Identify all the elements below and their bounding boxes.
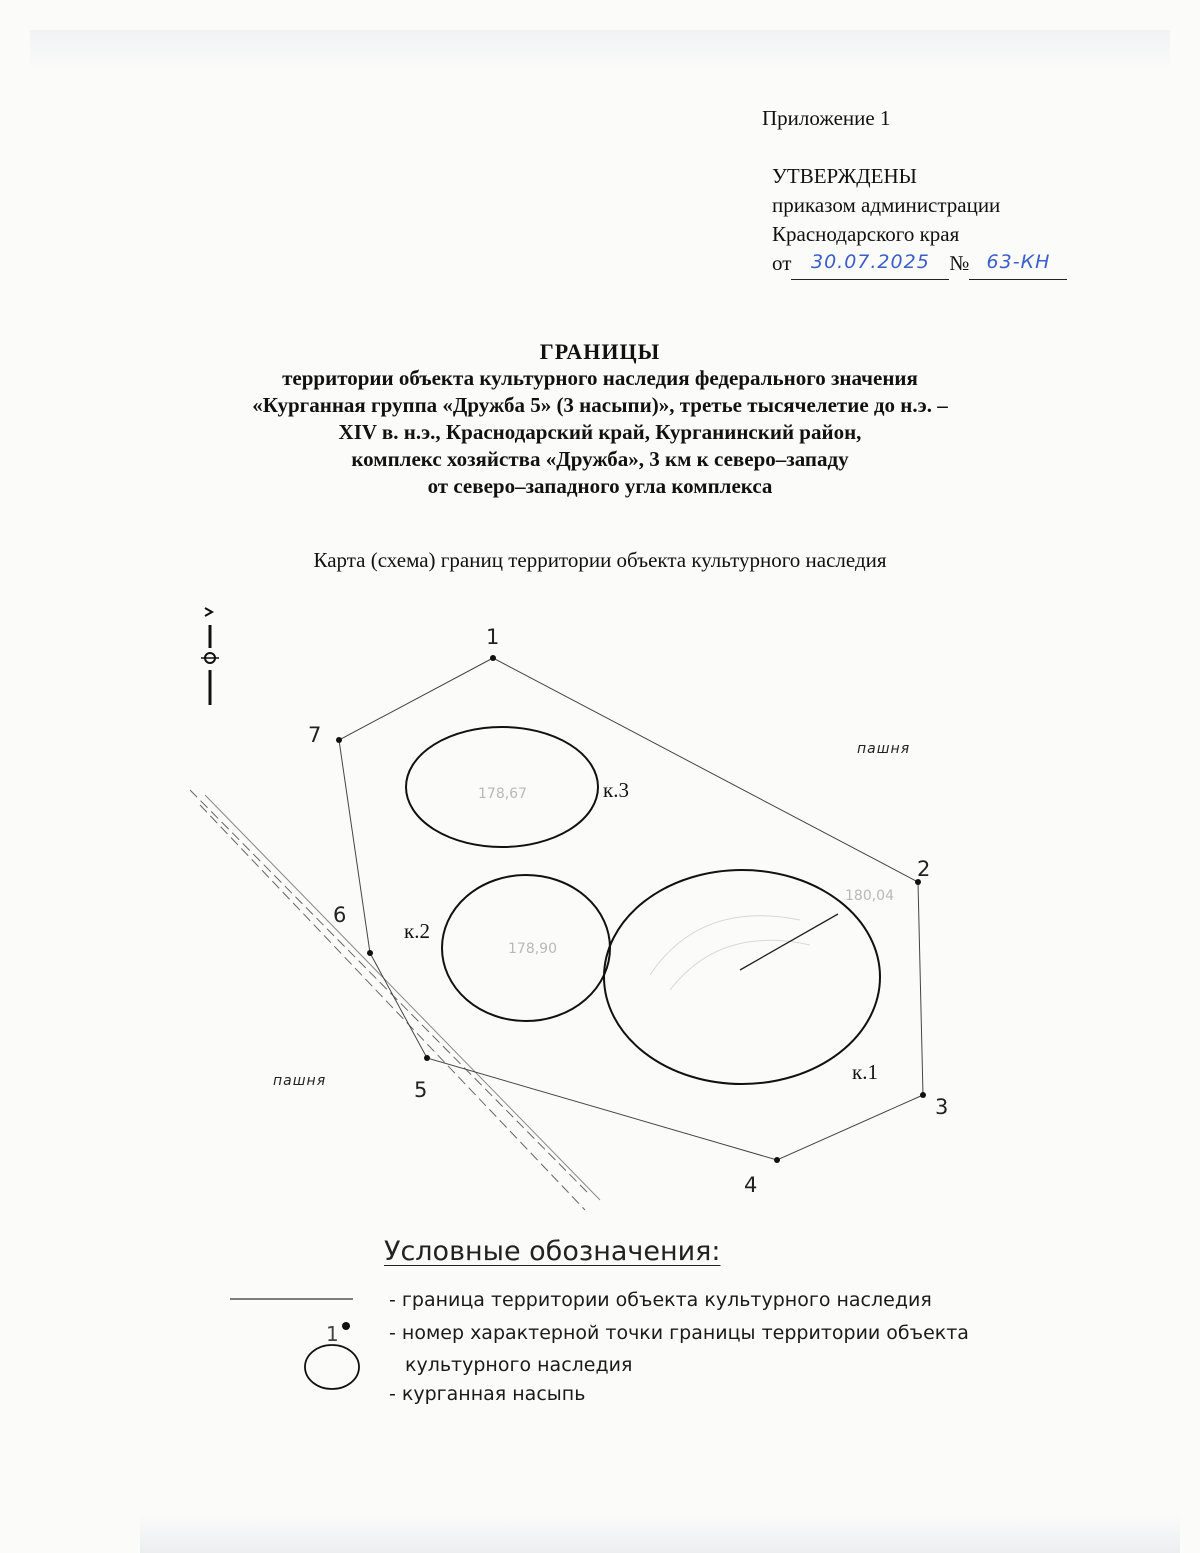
number-prefix: № — [949, 251, 970, 275]
date-prefix: от — [772, 251, 792, 275]
legend-boundary-text: - граница территории объекта культурного наследия — [389, 1289, 932, 1311]
point-label-6: 6 — [333, 903, 347, 927]
field-label-east: пашня — [857, 741, 911, 757]
map-subtitle: Карта (схема) границ территории объекта культурного наследия — [313, 548, 887, 572]
approved-by-order: приказом администрации — [772, 193, 1001, 217]
title-main: ГРАНИЦЫ — [539, 339, 661, 364]
point-label-7: 7 — [308, 723, 322, 747]
mound-label-k2: к.2 — [404, 919, 430, 943]
legend-point-number: 1 — [326, 1322, 339, 1346]
point-label-2: 2 — [917, 857, 931, 881]
handwritten-number: 63-КН — [986, 251, 1051, 273]
elevation-k3: 178,67 — [478, 786, 527, 802]
appendix-label: Приложение 1 — [762, 106, 891, 130]
legend-mound-text: - курганная насыпь — [389, 1383, 586, 1405]
boundary-point-5 — [424, 1055, 430, 1061]
point-label-4: 4 — [744, 1173, 758, 1197]
boundary-point-3 — [920, 1092, 926, 1098]
mound-label-k1: к.1 — [852, 1060, 878, 1084]
handwritten-date: 30.07.2025 — [811, 251, 930, 273]
boundary-point-4 — [774, 1157, 780, 1163]
legend-mound-icon — [305, 1345, 359, 1389]
legend-point-text-cont: культурного наследия — [405, 1354, 633, 1376]
title-line-2: «Курганная группа «Дружба 5» (3 насыпи)», третье тысячелетие до н.э. – — [252, 393, 948, 417]
title-line-3: XIV в. н.э., Краснодарский край, Курганинский район, — [338, 420, 862, 444]
point-label-5: 5 — [414, 1078, 428, 1102]
boundary-point-7 — [336, 737, 342, 743]
title-line-4: комплекс хозяйства «Дружба», 3 км к северо–западу — [351, 447, 849, 471]
boundary-point-6 — [367, 950, 373, 956]
title-line-1: территории объекта культурного наследия федерального значения — [282, 366, 918, 390]
mound-1 — [604, 870, 880, 1084]
boundary-point-1 — [490, 655, 496, 661]
mound-label-k3: к.3 — [603, 778, 629, 802]
approved-region: Краснодарского края — [772, 222, 960, 246]
legend-title: Условные обозначения: — [384, 1236, 721, 1267]
point-label-1: 1 — [486, 625, 500, 649]
legend-point-dot-icon — [342, 1322, 350, 1330]
mound-1-radius-line — [740, 914, 838, 970]
point-label-3: 3 — [935, 1095, 949, 1119]
elevation-k1: 180,04 — [845, 888, 894, 904]
field-label-west: пашня — [273, 1073, 327, 1089]
title-line-5: от северо–западного угла комплекса — [427, 474, 773, 498]
north-arrow-icon — [201, 608, 219, 705]
elevation-k2: 178,90 — [508, 941, 557, 957]
approved-heading: УТВЕРЖДЕНЫ — [772, 164, 917, 188]
legend-point-text: - номер характерной точки границы территории объекта — [389, 1322, 969, 1344]
terrain-contours — [650, 916, 810, 990]
